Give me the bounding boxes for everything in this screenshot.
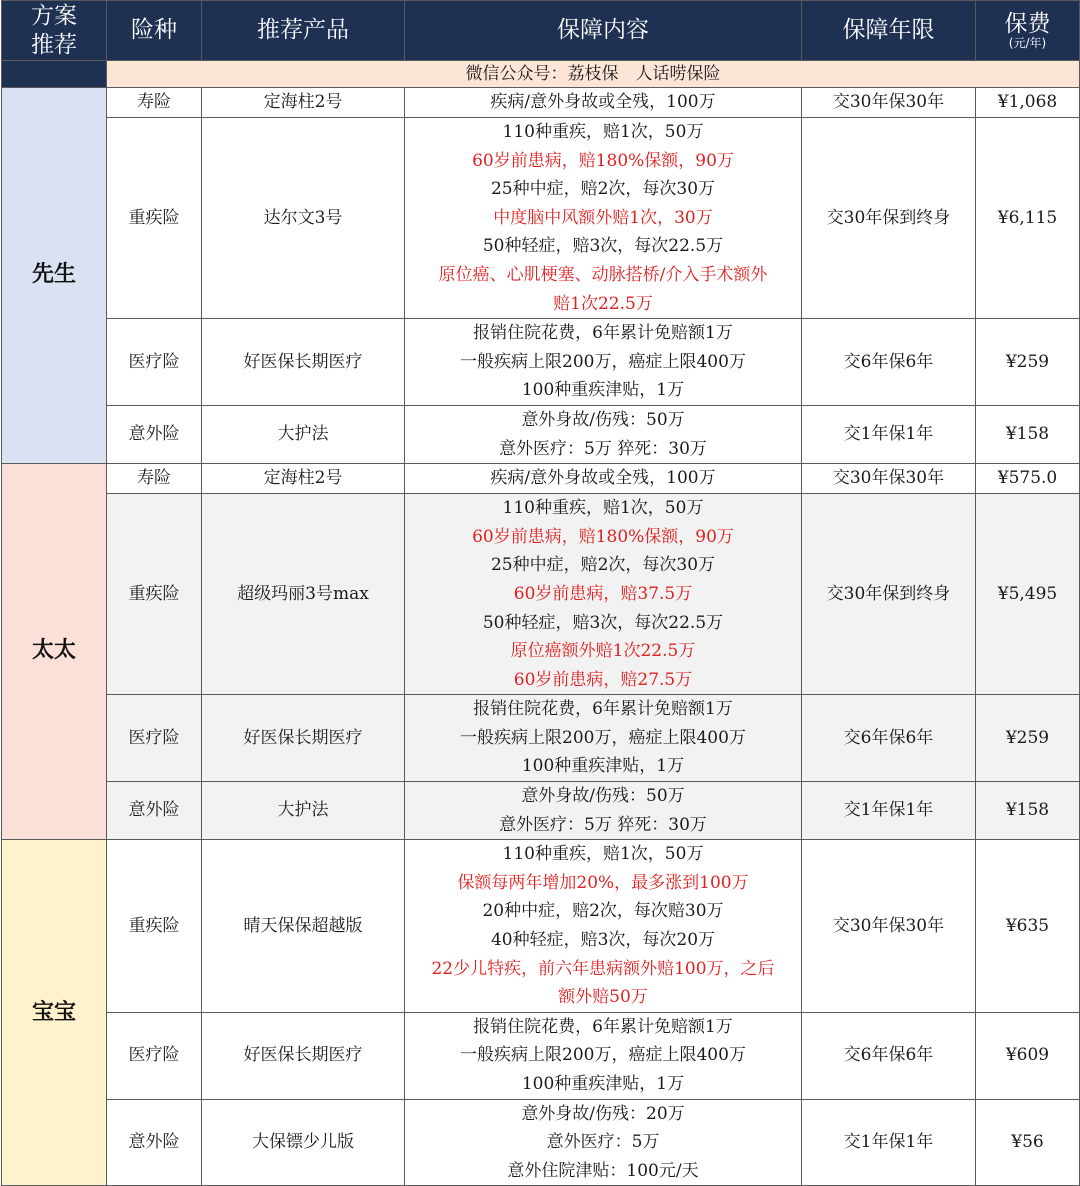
coverage-details [405,1012,802,1099]
coverage-term: 交6年保6年 [802,695,976,782]
coverage-term: 交1年保1年 [802,405,976,463]
coverage-line: 一般疾病上限200万，癌症上限400万 [460,727,746,748]
coverage-line: 意外身故/伤残：20万 [521,1103,685,1124]
coverage-line: 疾病/意外身故或全残，100万 [490,468,716,489]
annual-fee: ¥609 [976,1012,1080,1099]
header-coverage: 保障内容 [405,1,802,61]
insurance-type: 重疾险 [107,494,202,695]
group-label: 宝宝 [2,840,107,1186]
product-name: 大护法 [202,405,405,463]
header-term: 保障年限 [802,1,976,61]
coverage-line: 意外医疗：5万 [546,1132,660,1153]
annual-fee: ¥158 [976,782,1080,840]
coverage-line: 报销住院花费，6年累计免赔额1万 [473,323,733,344]
insurance-type: 意外险 [107,405,202,463]
header-row [2,1,1080,61]
insurance-type: 寿险 [107,464,202,494]
annual-fee: ¥56 [976,1099,1080,1186]
table-row [2,405,1080,463]
annual-fee: ¥259 [976,319,1080,406]
annual-fee: ¥575.0 [976,464,1080,494]
product-name: 定海柱2号 [202,464,405,494]
table-row [2,494,1080,695]
coverage-line: 意外身故/伤残：50万 [521,786,685,807]
header-type: 险种 [107,1,202,61]
coverage-line: 意外医疗：5万 猝死：30万 [499,438,707,459]
table-row [2,782,1080,840]
coverage-line-highlight: 中度脑中风额外赔1次，30万 [493,207,713,228]
coverage-line: 意外医疗：5万 猝死：30万 [499,814,707,835]
coverage-line: 50种轻症，赔3次，每次22.5万 [482,236,724,257]
coverage-line: 意外住院津贴：100元/天 [507,1160,699,1181]
header-plan [2,1,107,61]
product-name: 晴天保保超越版 [202,840,405,1013]
coverage-line-highlight: 60岁前患病，赔180%保额，90万 [472,526,734,547]
header-fee-label: 保费 [1004,10,1051,37]
annual-fee: ¥158 [976,405,1080,463]
coverage-line: 一般疾病上限200万，癌症上限400万 [460,1045,746,1066]
coverage-line: 25种中症，赔2次，每次30万 [490,555,716,576]
table-row [2,118,1080,319]
coverage-details [405,88,802,118]
coverage-line: 20种中症，赔2次，每次赔30万 [482,901,724,922]
insurance-plan-table [1,0,1080,1186]
coverage-term: 交6年保6年 [802,1012,976,1099]
coverage-line-highlight: 原位癌额外赔1次22.5万 [510,641,696,662]
coverage-line: 110种重疾，赔1次，50万 [502,844,704,865]
coverage-line: 25种中症，赔2次，每次30万 [490,179,716,200]
annual-fee: ¥635 [976,840,1080,1013]
group-label: 太太 [2,464,107,840]
coverage-line-highlight: 赔1次22.5万 [553,293,653,314]
insurance-type: 寿险 [107,88,202,118]
product-name: 超级玛丽3号max [202,494,405,695]
header-plan-line-1: 方案 [31,2,77,29]
coverage-line: 40种轻症，赔3次，每次20万 [490,930,716,951]
coverage-line-highlight: 60岁前患病，赔37.5万 [513,583,693,604]
insurance-type: 医疗险 [107,1012,202,1099]
coverage-details [405,319,802,406]
coverage-line: 110种重疾，赔1次，50万 [502,498,704,519]
coverage-term: 交6年保6年 [802,319,976,406]
notice-text: 微信公众号：荔枝保 人话唠保险 [107,61,1080,88]
insurance-type: 重疾险 [107,118,202,319]
table-row [2,1012,1080,1099]
coverage-line-highlight: 60岁前患病，赔180%保额，90万 [472,150,734,171]
product-name: 定海柱2号 [202,88,405,118]
group-label: 先生 [2,88,107,464]
table-row [2,695,1080,782]
coverage-term: 交1年保1年 [802,782,976,840]
coverage-line-highlight: 额外赔50万 [558,987,648,1008]
product-name: 好医保长期医疗 [202,695,405,782]
insurance-type: 医疗险 [107,695,202,782]
annual-fee: ¥1,068 [976,88,1080,118]
coverage-line-highlight: 保额每两年增加20%，最多涨到100万 [457,872,749,893]
table-row [2,464,1080,494]
coverage-line: 110种重疾，赔1次，50万 [502,122,704,142]
product-name: 好医保长期医疗 [202,1012,405,1099]
coverage-term: 交30年保到终身 [802,118,976,319]
table-row [2,840,1080,1013]
coverage-details [405,405,802,463]
coverage-details [405,464,802,494]
header-fee [976,1,1080,61]
coverage-details [405,840,802,1013]
coverage-line: 100种重疾津贴，1万 [521,1074,685,1094]
insurance-type: 重疾险 [107,840,202,1013]
coverage-line: 疾病/意外身故或全残，100万 [490,92,716,113]
coverage-line: 报销住院花费，6年累计免赔额1万 [473,1016,733,1037]
table-row [2,319,1080,406]
coverage-details [405,695,802,782]
insurance-type: 意外险 [107,1099,202,1186]
notice-header-spacer [2,61,107,88]
table-row [2,1099,1080,1186]
header-plan-line-2: 推荐 [31,31,77,58]
coverage-line: 100种重疾津贴，1万 [521,756,685,777]
coverage-details [405,118,802,319]
table-row [2,88,1080,118]
coverage-line-highlight: 60岁前患病，赔27.5万 [513,669,693,690]
plan-groups [2,88,1080,1186]
header-fee-unit: (元/年) [1008,35,1047,50]
annual-fee: ¥5,495 [976,494,1080,695]
insurance-type: 意外险 [107,782,202,840]
coverage-term: 交1年保1年 [802,1099,976,1186]
coverage-line-highlight: 原位癌、心肌梗塞、动脉搭桥/介入手术额外 [438,264,768,285]
insurance-type: 医疗险 [107,319,202,406]
coverage-line: 100种重疾津贴，1万 [521,380,685,401]
coverage-details [405,1099,802,1186]
product-name: 好医保长期医疗 [202,319,405,406]
coverage-details [405,782,802,840]
coverage-line: 报销住院花费，6年累计免赔额1万 [473,699,733,720]
annual-fee: ¥259 [976,695,1080,782]
coverage-term: 交30年保30年 [802,88,976,118]
product-name: 大护法 [202,782,405,840]
coverage-term: 交30年保到终身 [802,494,976,695]
coverage-term: 交30年保30年 [802,840,976,1013]
coverage-line: 50种轻症，赔3次，每次22.5万 [482,612,724,633]
coverage-term: 交30年保30年 [802,464,976,494]
coverage-line: 一般疾病上限200万，癌症上限400万 [460,351,746,372]
notice-row [2,61,1080,88]
coverage-line: 意外身故/伤残：50万 [521,409,685,430]
product-name: 达尔文3号 [202,118,405,319]
annual-fee: ¥6,115 [976,118,1080,319]
coverage-details [405,494,802,695]
header-product: 推荐产品 [202,1,405,61]
product-name: 大保镖少儿版 [202,1099,405,1186]
coverage-line-highlight: 22少儿特疾，前六年患病额外赔100万，之后 [431,958,775,979]
